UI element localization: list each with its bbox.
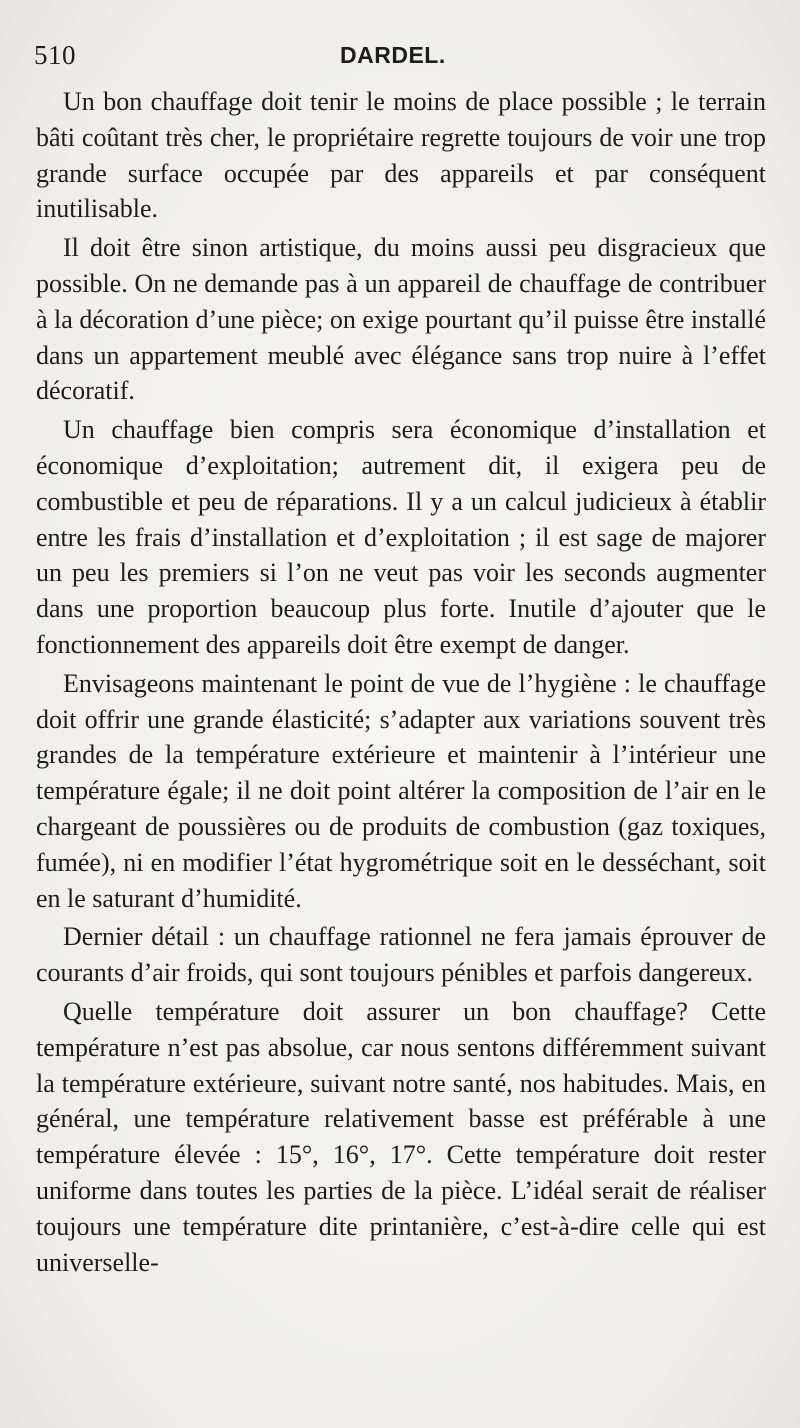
body-text: [36, 84, 766, 1280]
running-head: DARDEL.: [340, 42, 446, 68]
paragraph: Il doit être sinon artistique, du moins aussi peu disgracieux que possible. On ne demande pas à un appareil de chauffage de contribuer à la décoration d’une pièce; on exige pourtant qu’il puisse être installé dans un appartement meublé avec élégance sans trop nuire à l’effet décoratif.: [36, 233, 766, 406]
paragraph: Envisageons maintenant le point de vue de l’hygiène : le chauffage doit offrir une grande élasticité; s’adapter aux variations souvent très grandes de la température extérieure et maintenir à l’intérieur une température égale; il ne doit point altérer la composition de l’air en le chargeant de poussières ou de produits de combustion (gaz toxiques, fumée), ni en modifier l’état hygrométrique soit en le desséchant, soit en le saturant d’humidité.: [36, 668, 766, 913]
page-number: 510: [34, 40, 76, 70]
paragraph: Dernier détail : un chauffage rationnel ne fera jamais éprouver de courants d’air froids, qui sont toujours pénibles et parfois dangereux.: [36, 922, 766, 988]
paragraph: Quelle température doit assurer un bon chauffage? Cette température n’est pas absolue, car nous sentons différemment suivant la température extérieure, suivant notre santé, nos habitudes. Mais, en général, une température relativement basse est préférable à une température élevée : 15°, 16°, 17°. Cette température doit rester uniforme dans toutes les parties de la pièce. L’idéal serait de réaliser toujours une température dite printanière, c’est-à-dire celle qui est universelle-: [36, 996, 766, 1277]
paragraph: Un chauffage bien compris sera économique d’installation et économique d’exploitation; autrement dit, il exigera peu de combustible et peu de réparations. Il y a un calcul judicieux à établir entre les frais d’installation et d’exploitation ; il est sage de majorer un peu les premiers si l’on ne veut pas voir les seconds augmenter dans une proportion beaucoup plus forte. Inutile d’ajouter que le fonctionnement des appareils doit être exempt de danger.: [36, 415, 766, 659]
page-header: [34, 40, 770, 76]
paragraph: Un bon chauffage doit tenir le moins de place possible ; le terrain bâti coûtant très cher, le propriétaire regrette toujours de voir une trop grande surface occupée par des appareils et par conséquent inutilisable.: [36, 87, 766, 224]
